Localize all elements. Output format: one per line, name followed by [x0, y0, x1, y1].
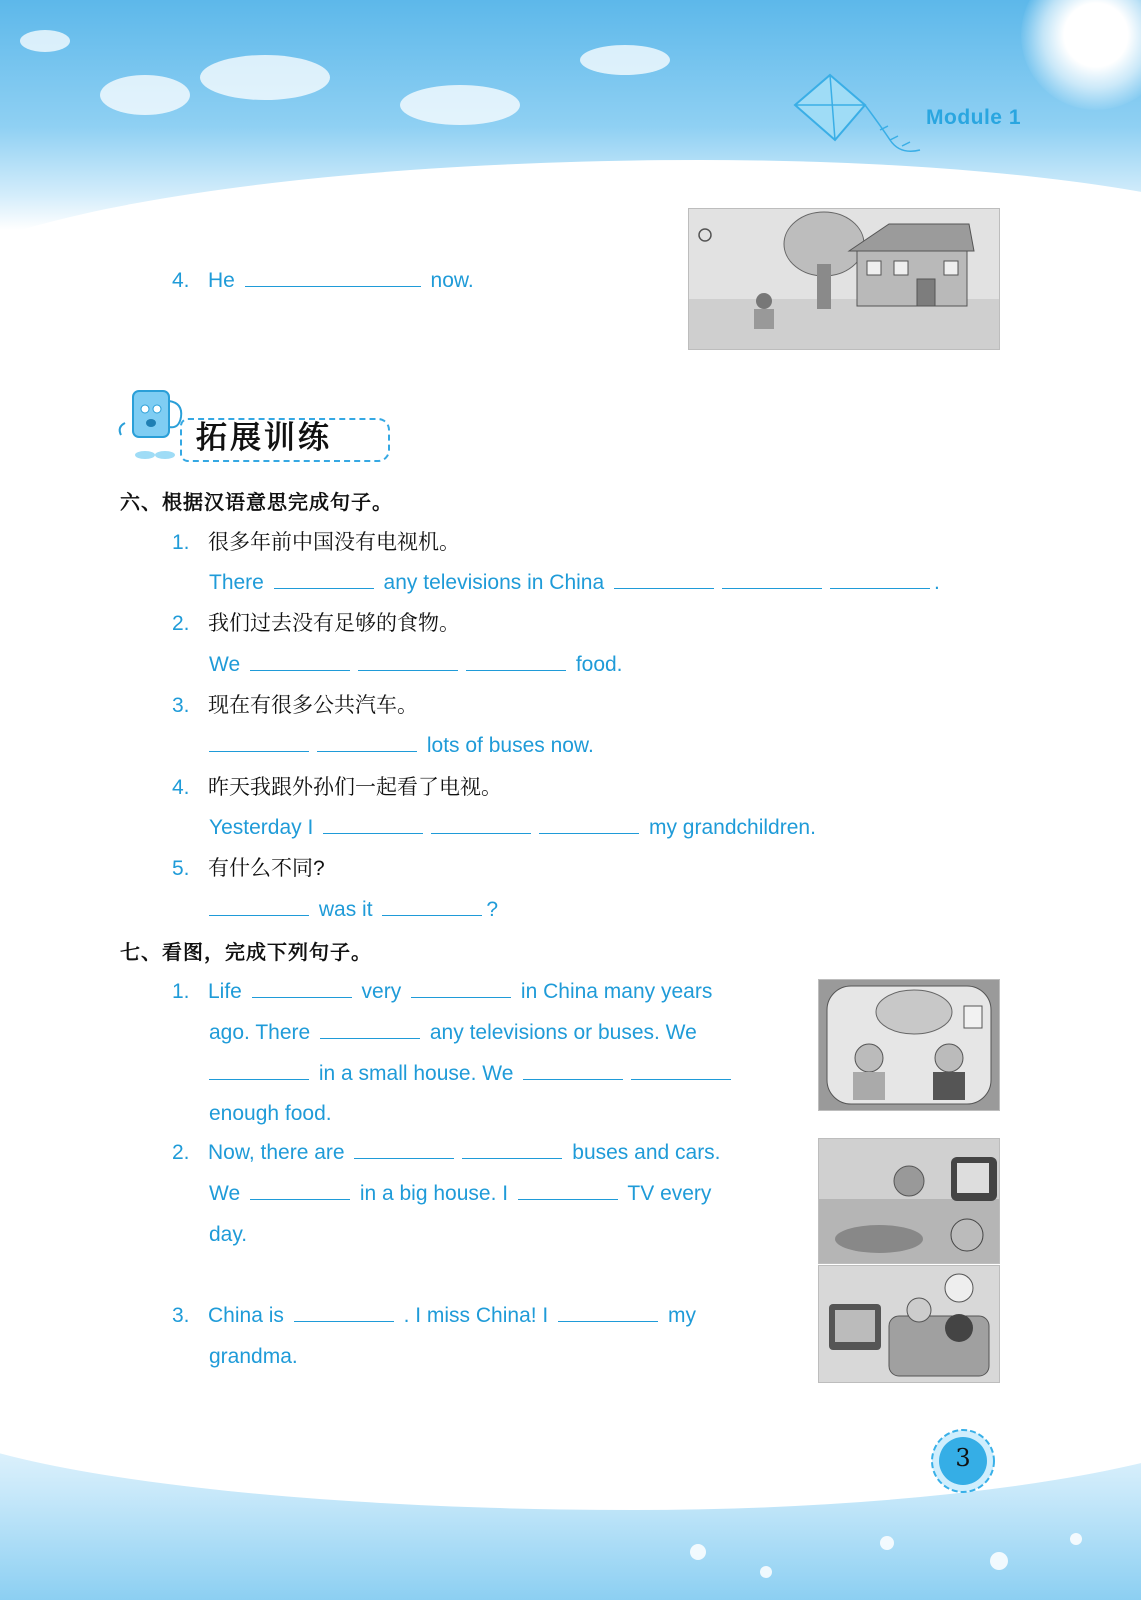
tv-room-picture — [818, 1265, 1000, 1383]
sentence-text: now. — [430, 269, 474, 292]
sentence-text: very — [361, 980, 402, 1003]
answer-blank[interactable] — [722, 568, 822, 589]
chinese-prompt: 有什么不同? — [208, 857, 325, 880]
sentence-text: Yesterday I — [209, 816, 314, 839]
sentence-text: food. — [575, 653, 623, 676]
item-number: 3. — [172, 694, 190, 717]
answer-blank[interactable] — [320, 1018, 420, 1039]
item-answer-line — [205, 895, 498, 925]
sentence-text: my — [667, 1304, 696, 1327]
q2-line-3: day. — [209, 1223, 248, 1246]
answer-blank[interactable] — [631, 1059, 731, 1080]
item-prompt — [172, 773, 502, 803]
sentence-text: . I miss China! I — [403, 1304, 549, 1327]
flower-decoration — [690, 1544, 706, 1560]
answer-blank[interactable] — [382, 895, 482, 916]
answer-blank[interactable] — [466, 650, 566, 671]
sentence-text: in China many years — [520, 980, 713, 1003]
page-number: 3 — [955, 1444, 971, 1472]
item-prompt — [172, 691, 418, 721]
sentence-text: He — [208, 269, 235, 292]
answer-blank[interactable] — [250, 1179, 350, 1200]
q1-line-2 — [209, 1018, 697, 1048]
cloud — [200, 55, 330, 100]
item-number: 2. — [172, 612, 190, 635]
answer-blank[interactable] — [294, 1301, 394, 1322]
sentence-text: lots of buses now. — [426, 734, 594, 757]
answer-blank[interactable] — [558, 1301, 658, 1322]
chinese-prompt: 很多年前中国没有电视机。 — [208, 531, 460, 554]
item-prompt — [172, 854, 325, 884]
family-present-picture — [818, 1138, 1000, 1264]
q3-line-2: grandma. — [209, 1345, 298, 1368]
chinese-prompt: 我们过去没有足够的食物。 — [208, 612, 460, 635]
sentence-text: ? — [486, 898, 499, 921]
item-answer-line — [209, 568, 940, 598]
q1-line-4: enough food. — [209, 1102, 332, 1125]
q2-line-1 — [172, 1138, 721, 1168]
answer-blank[interactable] — [252, 977, 352, 998]
answer-blank[interactable] — [250, 650, 350, 671]
q1-line-3 — [205, 1059, 735, 1089]
item-answer-line — [209, 650, 623, 680]
answer-blank[interactable] — [539, 813, 639, 834]
answer-blank[interactable] — [274, 568, 374, 589]
sentence-text: Now, there are — [208, 1141, 345, 1164]
answer-blank[interactable] — [462, 1138, 562, 1159]
sentence-text: any televisions in China — [383, 571, 605, 594]
answer-blank[interactable] — [830, 568, 930, 589]
item-number: 4. — [172, 269, 190, 292]
item-number: 1. — [172, 980, 190, 1003]
item-answer-line — [209, 813, 816, 843]
answer-blank[interactable] — [518, 1179, 618, 1200]
sentence-text: TV every — [627, 1182, 712, 1205]
answer-blank[interactable] — [358, 650, 458, 671]
mug-mascot-icon — [115, 383, 185, 463]
item-prompt — [172, 609, 460, 639]
answer-blank[interactable] — [614, 568, 714, 589]
sentence-text: We — [209, 653, 241, 676]
answer-blank[interactable] — [523, 1059, 623, 1080]
sentence-text: China is — [208, 1304, 284, 1327]
sentence-text: any televisions or buses. We — [429, 1021, 697, 1044]
flower-decoration — [990, 1552, 1008, 1570]
family-past-picture — [818, 979, 1000, 1111]
sentence-text: There — [209, 571, 264, 594]
banner-title: 拓展训练 — [196, 420, 332, 455]
sentence-text: ago. There — [209, 1021, 311, 1044]
sentence-text: in a small house. We — [318, 1062, 514, 1085]
cloud — [20, 30, 70, 52]
item-number: 4. — [172, 776, 190, 799]
answer-blank[interactable] — [317, 731, 417, 752]
answer-blank[interactable] — [411, 977, 511, 998]
item-number: 1. — [172, 531, 190, 554]
item-prompt — [172, 528, 460, 558]
section-heading: 七、看图，完成下列句子。 — [120, 942, 372, 964]
house-picture — [688, 208, 1000, 350]
q1-line-1 — [172, 977, 712, 1007]
answer-blank[interactable] — [209, 1059, 309, 1080]
flower-decoration — [760, 1566, 772, 1578]
answer-blank[interactable] — [209, 895, 309, 916]
flower-decoration — [880, 1536, 894, 1550]
sentence-text: was it — [318, 898, 373, 921]
cloud — [580, 45, 670, 75]
exercise-line — [172, 266, 474, 296]
item-number: 5. — [172, 857, 190, 880]
cloud — [100, 75, 190, 115]
section-heading: 六、根据汉语意思完成句子。 — [120, 492, 393, 514]
answer-blank[interactable] — [245, 266, 421, 287]
kite-icon — [790, 70, 930, 170]
answer-blank[interactable] — [209, 731, 309, 752]
sentence-text: buses and cars. — [572, 1141, 721, 1164]
answer-blank[interactable] — [431, 813, 531, 834]
module-label: Module 1 — [926, 106, 1022, 129]
sentence-text: We — [209, 1182, 241, 1205]
q3-line-1 — [172, 1301, 696, 1331]
sentence-text: my grandchildren. — [648, 816, 816, 839]
item-number: 2. — [172, 1141, 190, 1164]
chinese-prompt: 现在有很多公共汽车。 — [208, 694, 418, 717]
sentence-text: Life — [208, 980, 242, 1003]
answer-blank[interactable] — [354, 1138, 454, 1159]
flower-decoration — [1070, 1533, 1082, 1545]
sentence-text: . — [934, 571, 940, 594]
item-number: 3. — [172, 1304, 190, 1327]
sentence-text: in a big house. I — [359, 1182, 509, 1205]
q2-line-2 — [209, 1179, 711, 1209]
cloud — [400, 85, 520, 125]
chinese-prompt: 昨天我跟外孙们一起看了电视。 — [208, 776, 502, 799]
item-answer-line — [205, 731, 594, 761]
answer-blank[interactable] — [323, 813, 423, 834]
